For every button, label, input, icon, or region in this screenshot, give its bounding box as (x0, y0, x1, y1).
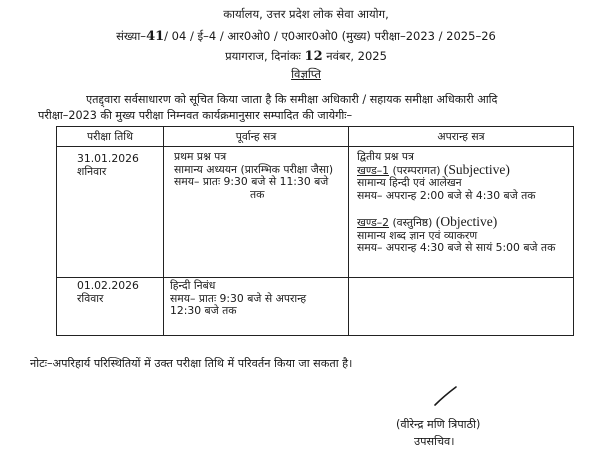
exam-date: 01.02.2026 (77, 279, 139, 292)
place-date (0, 49, 612, 64)
part-2-english: (Objective) (435, 214, 498, 229)
date-cell (57, 278, 164, 336)
afternoon-cell-empty (349, 278, 574, 336)
header-forenoon-session: पूर्वान्ह सत्र (164, 127, 349, 147)
exam-date: 31.01.2026 (77, 152, 139, 165)
paper-title: द्वितीय प्रश्न पत्र (357, 150, 414, 163)
table-row (57, 147, 574, 278)
reference-suffix: / 04 / ई–4 / आर0ओ0 / ए0आर0ओ0 (मुख्य) परीक्षा–2023 / 2025–26 (164, 29, 496, 43)
header-exam-date: परीक्षा तिथि (57, 127, 164, 147)
part-1-subject: सामान्य हिन्दी एवं आलेखन (357, 176, 462, 189)
part-1-heading (357, 161, 567, 178)
reference-number-handwritten: 41 (146, 29, 165, 44)
place-date-suffix: नवंबर, 2025 (326, 49, 387, 63)
paper-subject: सामान्य अध्ययन (प्रारम्भिक परीक्षा जैसा) (174, 162, 334, 176)
table-row (57, 278, 574, 336)
intro-line-2: परीक्षा–2023 की मुख्य परीक्षा निम्नवत कार्यक्रमानुसार सम्पादित की जायेगीः– (38, 109, 353, 122)
afternoon-cell (349, 147, 574, 278)
paper-time: समय– प्रातः 9:30 बजे से अपरान्ह (170, 291, 307, 305)
note-text: नोटः–अपरिहार्य परिस्थितियों में उक्त परीक्षा तिथि में परिवर्तन किया जा सकता है। (30, 357, 353, 370)
exam-day: रविवार (77, 291, 104, 305)
signatory-name: (वीरेन्द्र मणि त्रिपाठी) (396, 418, 481, 431)
paper-time-continued: 12:30 बजे तक (170, 304, 237, 317)
notice-heading (0, 67, 612, 82)
exam-day: शनिवार (77, 164, 107, 178)
paper-title: प्रथम प्रश्न पत्र (174, 150, 227, 163)
paper-time-continued: तक (250, 187, 265, 201)
forenoon-cell (164, 147, 349, 278)
exam-schedule-table (56, 126, 574, 336)
office-name: कार्यालय, उत्तर प्रदेश लोक सेवा आयोग, (223, 7, 389, 21)
notice-title: विज्ञप्ति (291, 67, 321, 81)
part-1-label: खण्ड–1 (357, 163, 390, 177)
paper-time: समय– प्रातः 9:30 बजे से 11:30 बजे (174, 175, 329, 188)
header-afternoon-session: अपरान्ह सत्र (349, 127, 574, 147)
signature-mark (432, 384, 462, 408)
part-1-english: (Subjective) (443, 161, 510, 177)
part-2-heading (357, 216, 567, 230)
part-1-type: (परम्परागत) (392, 163, 441, 177)
place-date-prefix: प्रयागराज, दिनांकः (225, 49, 301, 63)
part-1-time: समय– अपरान्ह 2:00 बजे से 4:30 बजे तक (357, 188, 536, 202)
forenoon-cell (164, 278, 349, 336)
paper-title: हिन्दी निबंध (170, 279, 216, 292)
part-2-time: समय– अपरान्ह 4:30 बजे से सायं 5:00 बजे तक (357, 241, 556, 254)
reference-prefix: संख्या– (116, 29, 147, 43)
part-2-type: (वस्तुनिष्ठ) (392, 216, 433, 229)
table-header-row (57, 127, 574, 147)
reference-number (0, 29, 612, 44)
date-day-handwritten: 12 (304, 49, 323, 64)
part-2-label: खण्ड–2 (357, 216, 390, 229)
date-cell (57, 147, 164, 278)
part-2-subject: सामान्य शब्द ज्ञान एवं व्याकरण (357, 228, 478, 242)
signatory-designation: उपसचिव। (414, 435, 455, 448)
intro-line-1: एतद्द्वारा सर्वसाधारण को सूचित किया जाता है कि समीक्षा अधिकारी / सहायक समीक्षा अधिकारी आदि (86, 93, 498, 106)
